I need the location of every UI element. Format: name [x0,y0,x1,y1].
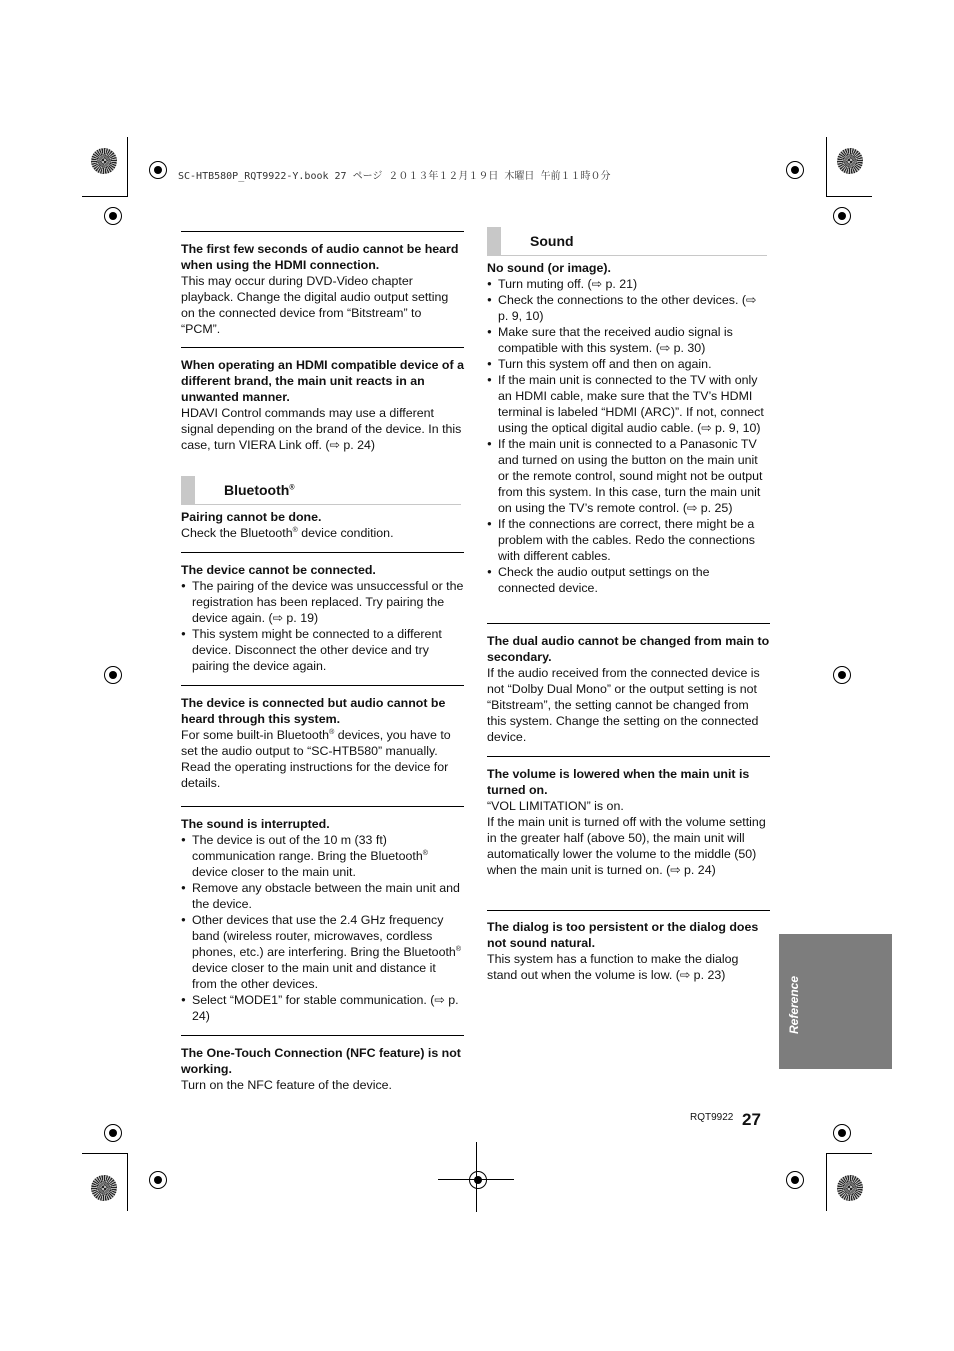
list-item: ● If the main unit is connected to a Panasonic TV and turned on using the button on the main unit or the remote control, sound might not be output from this system. In this case, turn the main unit on using the TV’s remote control. (⇨ p. 25) [487,436,770,516]
registered-mark: ® [289,484,295,492]
crop-line [127,137,128,197]
crop-target-br [786,1171,804,1189]
list-item: ● The pairing of the device was unsuccessful or the registration has been replaced. Try pairing the device again. (⇨ p. 19) [181,578,464,626]
rule [181,685,464,686]
list-item: ● Other devices that use the 2.4 GHz frequency band (wireless router, microwaves, cordless phones, etc.) are interfering. Bring the Bluetooth® device closer to the main unit and distance it from the other devices. [181,912,464,992]
rule [181,1035,464,1036]
heading-underline [487,255,767,256]
faq-nfc [181,1045,464,1093]
registration-mark-bottom-left [91,1175,117,1201]
answer: “VOL LIMITATION” is on. [487,799,624,813]
bullet-list [181,578,464,674]
rule [181,552,464,553]
crop-line [826,196,872,197]
faq-no-sound [487,260,770,596]
heading-bar [181,476,195,504]
heading-text: Sound [530,233,574,249]
faq-hdmi-audio [181,241,464,337]
rule [181,347,464,348]
rule [487,623,770,624]
crop-line [826,1153,827,1211]
crop-target-l2 [104,1124,122,1142]
side-tab-reference [779,934,892,1069]
list-item: ● If the main unit is connected to the TV with only an HDMI cable, make sure that the TV’s HDMI terminal is labeled “HDMI (ARC)”. If not, connect using the optical digital audio cable. (⇨ p. 9, 10) [487,372,770,436]
answer: For some built-in Bluetooth® devices, you have to set the audio output to “SC-HTB580” manually. Read the operating instructions for the device for details. [181,728,451,790]
faq-volume [487,766,770,878]
heading-bar [487,227,501,255]
crop-target-tr [786,161,804,179]
question: When operating an HDMI compatible device of a different brand, the main unit reacts in an unwanted manner. [181,358,464,404]
question: The One-Touch Connection (NFC feature) is not working. [181,1046,461,1076]
crop-target-bm [469,1171,487,1189]
crop-line [476,1142,477,1212]
crop-line [82,196,128,197]
list-item: ● If the connections are correct, there might be a problem with the cables. Redo the connections with different cables. [487,516,770,564]
rule [181,806,464,807]
answer: HDAVI Control commands may use a different signal depending on the brand of the device. In this case, turn VIERA Link off. (⇨ p. 24) [181,406,462,452]
answer: Turn on the NFC feature of the device. [181,1078,392,1092]
list-item: ● Turn this system off and then on again. [487,356,770,372]
faq-connected-no-audio [181,695,464,791]
answer: This may occur during DVD-Video chapter playback. Change the digital audio output setting on the connected device from “Bitstream” to “PCM”. [181,274,449,336]
bullet-list [181,832,464,1024]
heading-underline [181,504,461,505]
crop-line [826,1153,872,1154]
crop-target-rm [833,666,851,684]
list-item: ● Make sure that the received audio signal is compatible with this system. (⇨ p. 30) [487,324,770,356]
list-item: ● Remove any obstacle between the main unit and the device. [181,880,464,912]
question: The dual audio cannot be changed from main to secondary. [487,634,770,664]
crop-line [82,1153,128,1154]
question: The dialog is too persistent or the dialog does not sound natural. [487,920,759,950]
list-item: ● Select “MODE1” for stable communication. (⇨ p. 24) [181,992,464,1024]
answer: Check the Bluetooth® device condition. [181,526,394,540]
question: Pairing cannot be done. [181,510,322,524]
crop-target-lm [104,666,122,684]
heading-text: Bluetooth® [224,482,295,498]
faq-dialog [487,919,770,983]
question: The first few seconds of audio cannot be heard when using the HDMI connection. [181,242,459,272]
registration-mark-top-left [91,148,117,174]
question: The sound is interrupted. [181,817,330,831]
faq-dual-audio [487,633,770,745]
section-heading-bluetooth [181,476,461,504]
answer: If the audio received from the connected device is not “Dolby Dual Mono” or the output setting is not “Bitstream”, the setting cannot be changed from this system. Change the setting on the connected device. [487,666,760,744]
question: The volume is lowered when the main unit is turned on. [487,767,750,797]
faq-hdmi-brand [181,357,464,453]
crop-target-r2 [833,1124,851,1142]
answer: If the main unit is turned off with the volume setting in the greater half (above 50), the main unit will automatically lower the volume to the middle (50) when the main unit is turned on. (⇨ p. 24) [487,815,766,877]
question: The device cannot be connected. [181,563,376,577]
doc-code: RQT9922 [690,1112,734,1123]
crop-target-tl [149,161,167,179]
rule [181,231,464,232]
crop-line [826,137,827,197]
faq-interrupted [181,816,464,1024]
crop-target-bl [149,1171,167,1189]
question: No sound (or image). [487,261,611,275]
section-heading-sound [487,227,767,255]
list-item: ● Check the connections to the other devices. (⇨ p. 9, 10) [487,292,770,324]
crop-target-l1 [104,207,122,225]
rule [487,910,770,911]
registration-mark-top-right [837,148,863,174]
question: The device is connected but audio cannot be heard through this system. [181,696,446,726]
faq-cannot-connect [181,562,464,674]
crop-line [127,1153,128,1211]
side-tab-label: Reference [787,975,801,1034]
bullet-list [487,276,770,596]
list-item: ● The device is out of the 10 m (33 ft) communication range. Bring the Bluetooth® device closer to the main unit. [181,832,464,880]
answer: This system has a function to make the dialog stand out when the volume is low. (⇨ p. 23) [487,952,739,982]
print-header: SC-HTB580P_RQT9922-Y.book 27 ページ ２０１３年１２月１９日 木曜日 午前１１時０分 [178,171,611,182]
rule [487,756,770,757]
registration-mark-bottom-right [837,1175,863,1201]
page-number: 27 [742,1110,761,1129]
faq-pairing [181,509,464,541]
list-item: ● This system might be connected to a different device. Disconnect the other device and try pairing the device again. [181,626,464,674]
list-item: ● Check the audio output settings on the connected device. [487,564,770,596]
list-item: ● Turn muting off. (⇨ p. 21) [487,276,770,292]
crop-target-r1 [833,207,851,225]
